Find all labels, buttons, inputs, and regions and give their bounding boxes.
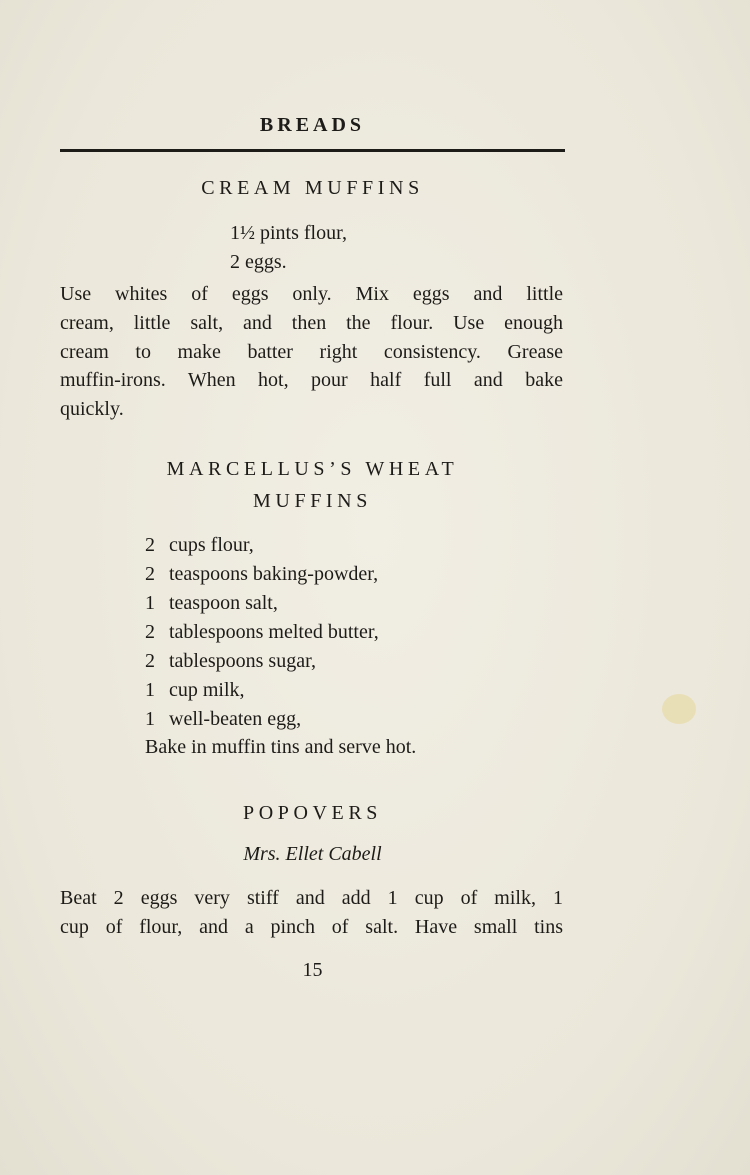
text-line: quickly. <box>60 398 124 421</box>
ingredient-item <box>145 676 379 705</box>
recipe-title-popovers: POPOVERS <box>242 802 383 824</box>
ingredient-name: teaspoons baking-powder, <box>169 563 379 585</box>
text-line: cream to make batter right consistency. Grease <box>60 340 563 363</box>
ingredient-qty: 2 <box>145 563 155 585</box>
ingredient-item <box>145 531 379 560</box>
text-line: cream, little salt, and then the flour. Use enough <box>60 311 563 334</box>
ingredient-qty: 2 <box>145 534 155 556</box>
ingredient-line: 2 eggs. <box>230 251 287 273</box>
ingredient-qty: 1 <box>145 592 155 614</box>
ingredient-name: tablespoons melted butter, <box>169 621 379 643</box>
ingredient-qty: 1 <box>145 679 155 701</box>
ingredient-name: cup milk, <box>169 679 245 701</box>
recipe-directions-cream-muffins <box>60 280 563 424</box>
ingredient-item <box>145 589 379 618</box>
text-line: muffin-irons. When hot, pour half full and bake <box>60 369 563 392</box>
ingredient-item <box>145 647 379 676</box>
header-rule <box>60 149 565 152</box>
ingredient-item <box>145 705 379 734</box>
ingredient-name: well-beaten egg, <box>169 708 302 730</box>
recipe-title-cream-muffins: CREAM MUFFINS <box>201 177 424 199</box>
running-head: BREADS <box>259 114 366 136</box>
ingredient-name: cups flour, <box>169 534 254 556</box>
paper-stain <box>662 694 696 724</box>
recipe-attribution: Mrs. Ellet Cabell <box>243 843 382 865</box>
ingredient-item <box>145 560 379 589</box>
ingredient-qty: 2 <box>145 650 155 672</box>
text-line: Use whites of eggs only. Mix eggs and little <box>60 283 563 305</box>
text-line: Beat 2 eggs very stiff and add 1 cup of milk, 1 <box>60 887 563 909</box>
ingredient-list-wheat-muffins <box>145 531 379 734</box>
ingredient-name: teaspoon salt, <box>169 592 278 614</box>
recipe-closing-instruction: Bake in muffin tins and serve hot. <box>145 736 417 758</box>
ingredient-qty: 1 <box>145 708 155 730</box>
ingredient-line: 1½ pints flour, <box>230 222 347 244</box>
recipe-title-wheat-muffins-line1: MARCELLUS’S WHEAT <box>166 458 459 480</box>
recipe-directions-popovers <box>60 884 563 942</box>
page-number: 15 <box>302 959 323 981</box>
ingredient-qty: 2 <box>145 621 155 643</box>
ingredient-item <box>145 618 379 647</box>
ingredient-name: tablespoons sugar, <box>169 650 316 672</box>
recipe-title-wheat-muffins-line2: MUFFINS <box>253 490 372 512</box>
text-line: cup of flour, and a pinch of salt. Have small tins <box>60 915 563 938</box>
